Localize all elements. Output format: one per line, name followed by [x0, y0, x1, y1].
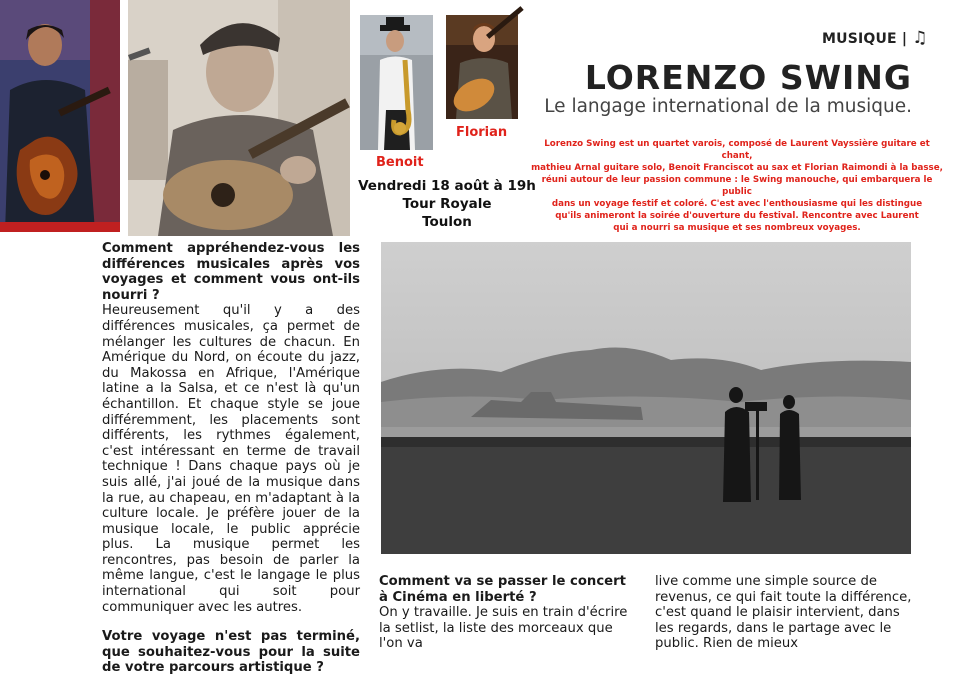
- concert-info: [356, 177, 538, 231]
- caption-florian: Florian: [456, 125, 508, 140]
- intro-line: qu'ils animeront la soirée d'ouverture du festival. Rencontre avec Laurent: [555, 211, 919, 221]
- concert-date: Vendredi 18 août à 19h: [358, 178, 536, 194]
- intro-line: réuni autour de leur passion commune : le Swing manouche, qui embarquera le public: [541, 175, 933, 197]
- answer-3: On y travaille. Je suis en train d'écrire la setlist, la liste des morceaux que l'on va: [379, 605, 628, 652]
- guitarist-with-electric-guitar-photo: [0, 0, 120, 232]
- intro-line: Lorenzo Swing est un quartet varois, composé de Laurent Vayssière guitare et chant,: [544, 139, 930, 161]
- article-title: LORENZO SWING: [584, 58, 912, 97]
- bassist-photo: [446, 15, 518, 119]
- saxophonist-photo: [360, 15, 433, 150]
- interview-column-middle: [379, 574, 637, 652]
- question-1: Comment appréhendez-vous les différences musicales après vos voyages et comment vous ont-ils nourri ?: [102, 241, 360, 303]
- intro-line: qui a nourri sa musique et ses nombreux voyages.: [613, 223, 861, 233]
- interview-column-right: [655, 574, 917, 652]
- concert-venue: Tour Royale: [402, 196, 492, 212]
- question-2: Votre voyage n'est pas terminé, que souhaitez-vous pour la suite de votre parcours artistique ?: [102, 629, 360, 676]
- section-rubric: [822, 28, 928, 48]
- caption-benoit: Benoit: [376, 155, 424, 170]
- answer-continued: live comme une simple source de revenus, ce qui fait toute la différence, c'est quand le plaisir intervient, dans les regards, dans le partage avec le public. Rien de mieux: [655, 574, 912, 652]
- question-3: Comment va se passer le concert à Cinéma en liberté ?: [379, 574, 626, 605]
- answer-1: Heureusement qu'il y a des différences musicales, ça permet de mélanger les cultures de chacun. En Amérique du Nord, on écoute du jazz, du Makossa en Afrique, l'Amérique latine a la Salsa, et ce n'est là qu'un échantillon. Et chaque style se joue différemment, les placements sont différents, les rythmes également, c'est intéressant en terme de travail technique ! Dans chaque pays où je suis allé, j'ai joué de la musique dans la rue, au chapeau, en m'adaptant à la culture locale. Je préfère jouer de la musique locale, le public apprécie plus. La musique permet les rencontres, pas besoin de parler la même langue, c'est le langage le plus international qui soit pour communiquer avec les autres.: [102, 303, 360, 615]
- interview-column-left: [102, 241, 360, 690]
- intro-line: mathieu Arnal guitare solo, Benoit Franciscot au sax et Florian Raimondi à la basse,: [531, 163, 943, 173]
- guitarist-in-flat-cap-photo: [128, 0, 350, 236]
- intro-line: dans un voyage festif et coloré. C'est avec l'enthousiasme qui les distingue: [551, 199, 923, 209]
- harbor-silhouette-photo: [381, 242, 911, 554]
- article-subtitle: Le langage international de la musique.: [544, 96, 912, 117]
- concert-city: Toulon: [422, 214, 472, 230]
- rubric-label: MUSIQUE |: [822, 31, 908, 47]
- music-note-icon: ♫: [912, 28, 928, 48]
- intro-paragraph: [528, 138, 946, 234]
